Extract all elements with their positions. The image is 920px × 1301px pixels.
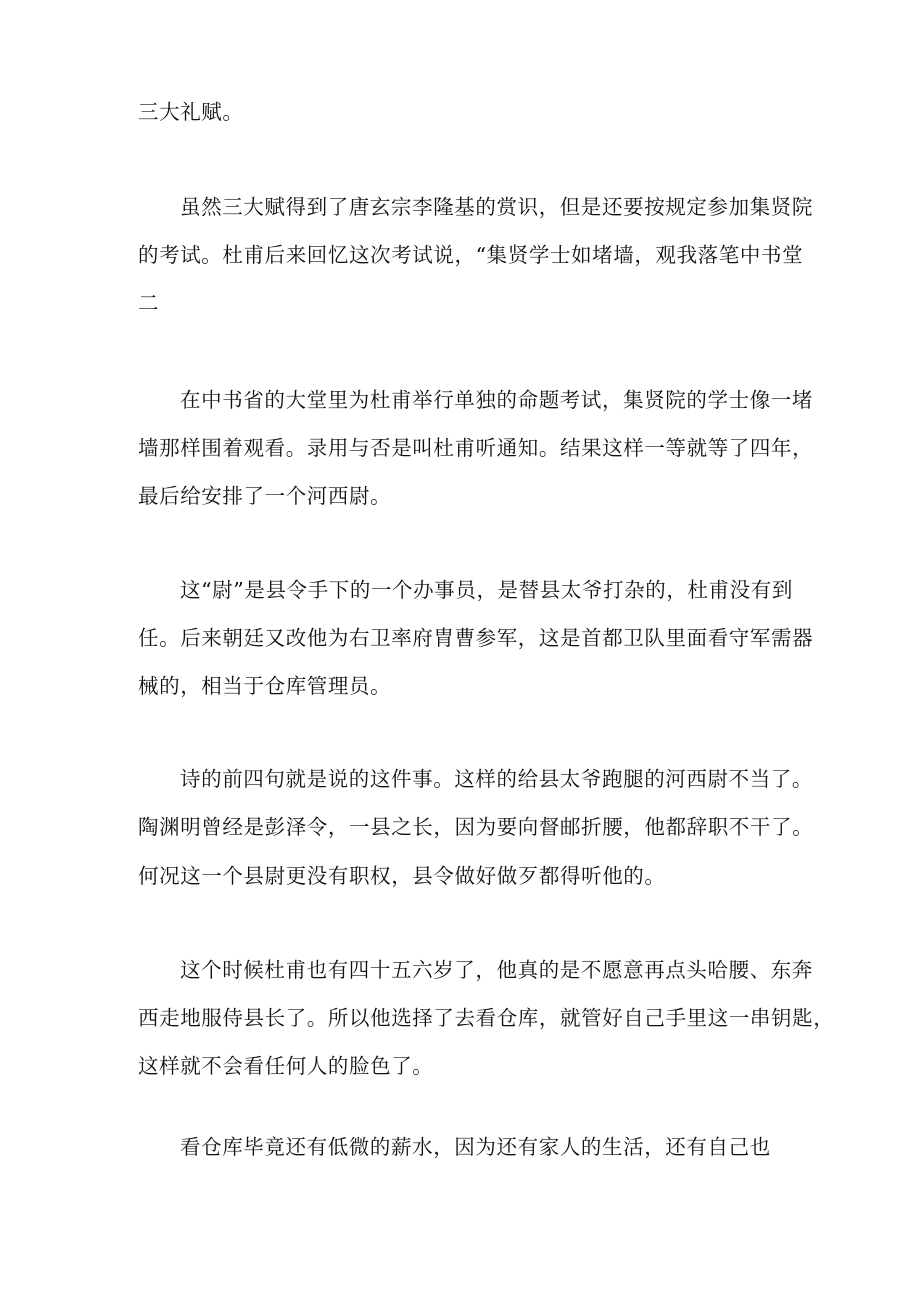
- paragraph-6-line-1: 这个时候杜甫也有四十五六岁了，他真的是不愿意再点头哈腰、东奔: [180, 958, 813, 982]
- paragraph-3-line-2: 墙那样围着观看。录用与否是叫杜甫听通知。结果这样一等就等了四年，: [138, 436, 814, 460]
- paragraph-3-line-1: 在中书省的大堂里为杜甫举行单独的命题考试，集贤院的学士像一堵: [180, 388, 813, 412]
- paragraph-5-line-1: 诗的前四句就是说的这件事。这样的给县太爷跑腿的河西尉不当了。: [180, 767, 813, 791]
- paragraph-6-line-3: 这样就不会看任何人的脸色了。: [138, 1054, 434, 1078]
- paragraph-5-line-3: 何况这一个县尉更没有职权，县令做好做歹都得听他的。: [138, 864, 666, 888]
- paragraph-2-line-1: 虽然三大赋得到了唐玄宗李隆基的赏识，但是还要按规定参加集贤院: [180, 195, 813, 219]
- paragraph-5-line-2: 陶渊明曾经是彭泽令，一县之长，因为要向督邮折腰，他都辞职不干了。: [138, 815, 814, 839]
- paragraph-2-line-3: 二: [138, 291, 160, 315]
- paragraph-4-line-1: 这“尉”是县令手下的一个办事员，是替县太爷打杂的，杜甫没有到: [180, 578, 793, 602]
- paragraph-3-line-3: 最后给安排了一个河西尉。: [138, 484, 392, 508]
- paragraph-4-line-3: 械的，相当于仓库管理员。: [138, 674, 392, 698]
- paragraph-1-line-1: 三大礼赋。: [138, 100, 244, 124]
- paragraph-6-line-2: 西走地服侍县长了。所以他选择了去看仓库，就管好自己手里这一串钥匙，: [138, 1006, 835, 1030]
- paragraph-2-line-2: 的考试。杜甫后来回忆这次考试说，“集贤学士如堵墙，观我落笔中书堂: [138, 243, 804, 267]
- paragraph-4-line-2: 任。后来朝廷又改他为右卫率府胄曹参军，这是首都卫队里面看守军需器: [138, 626, 814, 650]
- paragraph-7-line-1: 看仓库毕竟还有低微的薪水，因为还有家人的生活，还有自己也: [180, 1135, 771, 1159]
